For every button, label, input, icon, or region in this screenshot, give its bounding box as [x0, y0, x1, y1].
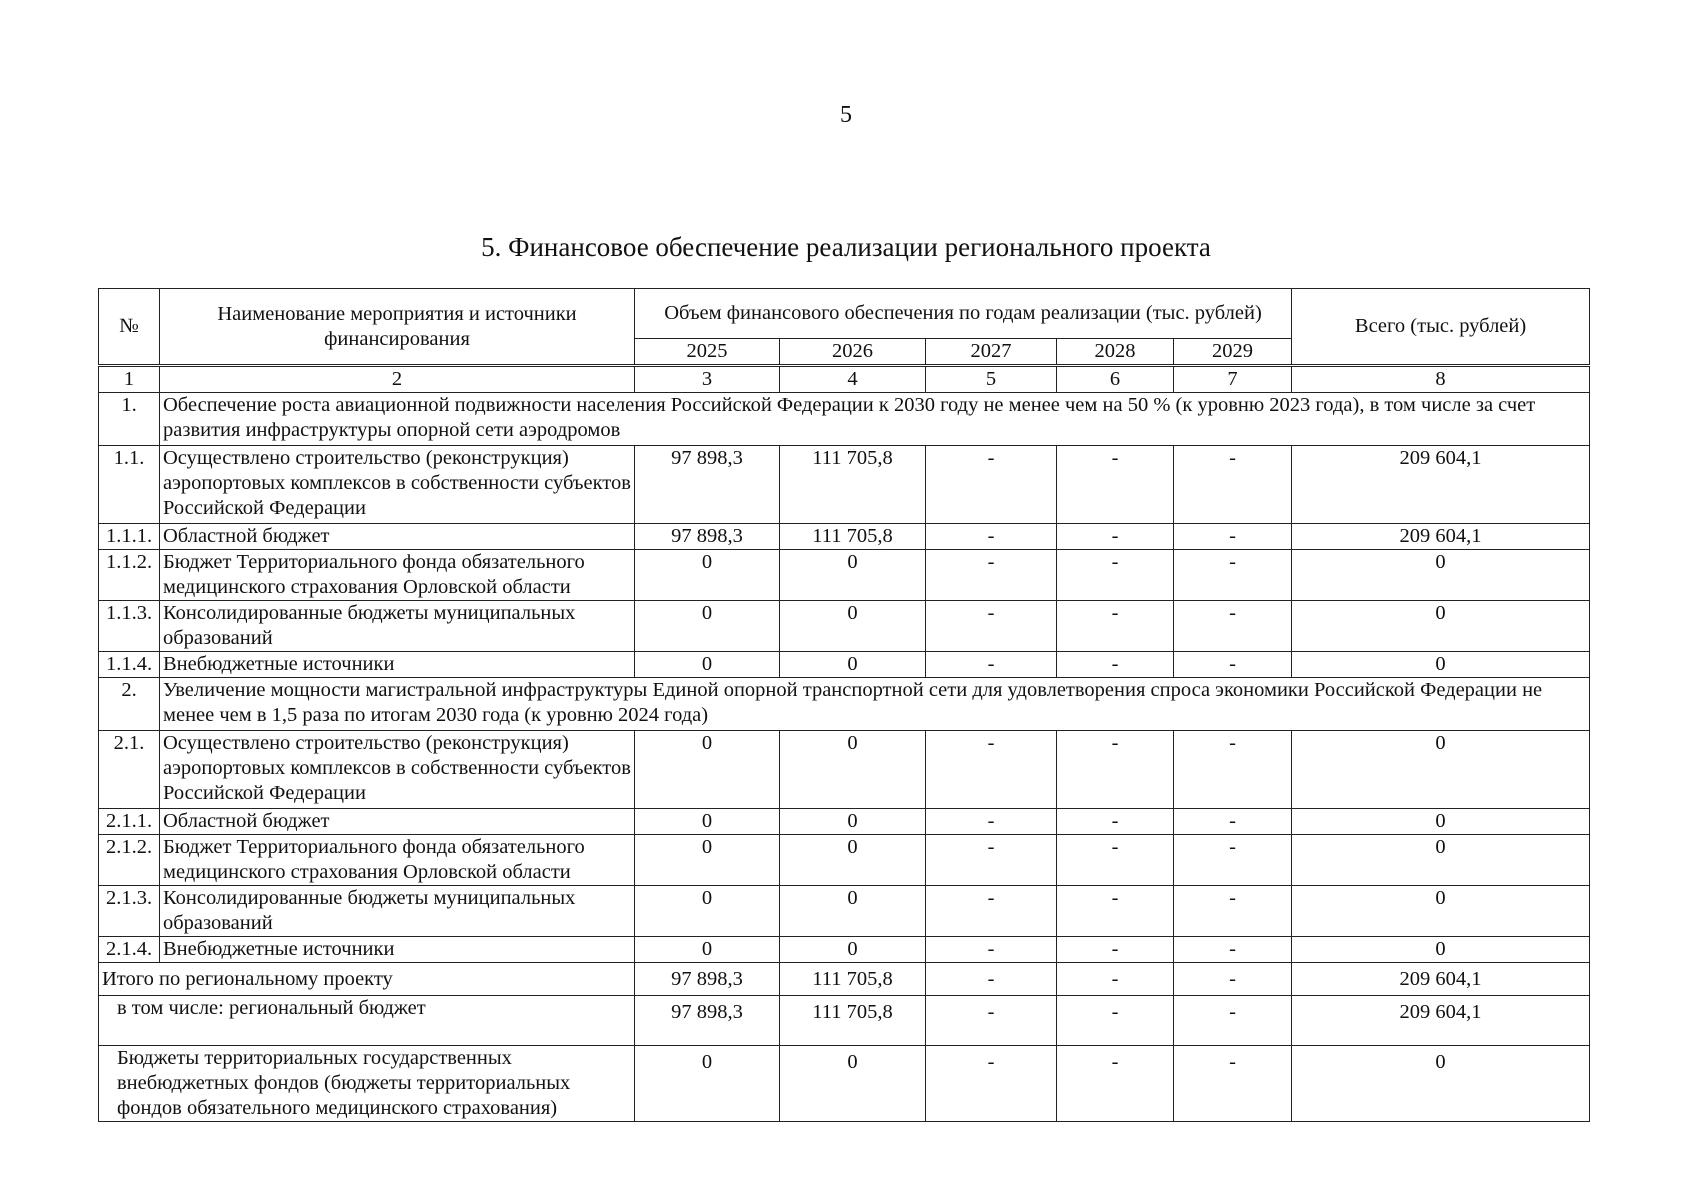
row-value: 97 898,3	[635, 524, 780, 550]
header-year-2025: 2025	[635, 339, 780, 366]
row-value: -	[1057, 835, 1174, 886]
header-year-2029: 2029	[1174, 339, 1292, 366]
row-value: -	[926, 652, 1057, 678]
header-row-1	[99, 289, 1590, 339]
total-row	[99, 1046, 1590, 1122]
row-name: Внебюджетные источники	[160, 937, 635, 963]
row-value: 0	[1292, 937, 1590, 963]
table-row	[99, 937, 1590, 963]
row-value: -	[926, 550, 1057, 601]
column-number: 3	[635, 366, 780, 393]
row-value: -	[926, 601, 1057, 652]
header-year-2027: 2027	[926, 339, 1057, 366]
row-value: -	[926, 446, 1057, 524]
column-number: 2	[160, 366, 635, 393]
column-number-row	[99, 366, 1590, 393]
column-number: 8	[1292, 366, 1590, 393]
total-value: -	[1174, 996, 1292, 1046]
table-row	[99, 652, 1590, 678]
total-row	[99, 963, 1590, 996]
row-number: 2.1.4.	[99, 937, 160, 963]
row-value: -	[1057, 809, 1174, 835]
row-name: Консолидированные бюджеты муниципальных образований	[160, 886, 635, 937]
header-name: Наименование мероприятия и источники финансирования	[160, 289, 635, 366]
total-value: 0	[1292, 1046, 1590, 1122]
row-value: -	[1057, 886, 1174, 937]
total-row	[99, 996, 1590, 1046]
row-value: -	[1174, 601, 1292, 652]
row-value: 0	[635, 809, 780, 835]
row-number: 1.1.4.	[99, 652, 160, 678]
total-value: 0	[780, 1046, 926, 1122]
row-value: -	[926, 809, 1057, 835]
row-number: 1.1.1.	[99, 524, 160, 550]
row-number: 1.1.	[99, 446, 160, 524]
row-value: 0	[635, 937, 780, 963]
row-value: 0	[780, 550, 926, 601]
row-name: Бюджет Территориального фонда обязательного медицинского страхования Орловской области	[160, 835, 635, 886]
row-value: -	[1174, 731, 1292, 809]
row-value: 0	[1292, 601, 1590, 652]
table-row	[99, 524, 1590, 550]
row-number: 2.1.	[99, 731, 160, 809]
row-value: -	[926, 524, 1057, 550]
row-value: 111 705,8	[780, 524, 926, 550]
row-value: -	[1057, 652, 1174, 678]
row-value: 0	[635, 601, 780, 652]
row-value: 0	[1292, 809, 1590, 835]
row-value: 0	[635, 886, 780, 937]
table-row	[99, 601, 1590, 652]
total-label: в том числе: региональный бюджет	[99, 996, 635, 1046]
column-number: 6	[1057, 366, 1174, 393]
total-value: -	[926, 963, 1057, 996]
total-value: -	[926, 996, 1057, 1046]
header-volume: Объем финансового обеспечения по годам реализации (тыс. рублей)	[635, 289, 1292, 339]
row-name: Внебюджетные источники	[160, 652, 635, 678]
row-value: -	[1057, 524, 1174, 550]
total-value: -	[1174, 963, 1292, 996]
row-name: Консолидированные бюджеты муниципальных образований	[160, 601, 635, 652]
table-row	[99, 886, 1590, 937]
total-label: Итого по региональному проекту	[99, 963, 635, 996]
page-number: 5	[840, 102, 852, 128]
total-label: Бюджеты территориальных государственных внебюджетных фондов (бюджеты территориальных фондов обязательного медицинского страхования)	[99, 1046, 635, 1122]
section-row	[99, 678, 1590, 731]
row-value: 0	[780, 731, 926, 809]
row-value: -	[926, 731, 1057, 809]
table-row	[99, 446, 1590, 524]
total-value: -	[926, 1046, 1057, 1122]
row-value: 0	[1292, 550, 1590, 601]
header-no: №	[99, 289, 160, 366]
row-value: -	[1057, 601, 1174, 652]
column-number: 7	[1174, 366, 1292, 393]
column-number: 5	[926, 366, 1057, 393]
row-value: -	[1057, 731, 1174, 809]
financing-table	[98, 288, 1590, 1122]
total-value: -	[1057, 963, 1174, 996]
row-name: Областной бюджет	[160, 809, 635, 835]
row-value: -	[1174, 835, 1292, 886]
row-value: -	[1174, 937, 1292, 963]
row-name: Осуществлено строительство (реконструкция) аэропортовых комплексов в собственности субъектов Российской Федерации	[160, 446, 635, 524]
row-value: -	[1174, 524, 1292, 550]
row-value: 0	[635, 731, 780, 809]
row-value: 97 898,3	[635, 446, 780, 524]
total-value: 0	[635, 1046, 780, 1122]
row-value: 0	[780, 886, 926, 937]
row-value: 209 604,1	[1292, 524, 1590, 550]
section-text: Обеспечение роста авиационной подвижности населения Российской Федерации к 2030 году не менее чем на 50 % (к уровню 2023 года), в том числе за счет развития инфраструктуры опорной сети аэродромов	[160, 393, 1590, 446]
row-value: -	[926, 937, 1057, 963]
header-total: Всего (тыс. рублей)	[1292, 289, 1590, 366]
total-value: 209 604,1	[1292, 963, 1590, 996]
row-value: -	[1174, 809, 1292, 835]
row-value: -	[1057, 550, 1174, 601]
row-number: 1.1.2.	[99, 550, 160, 601]
row-value: 0	[780, 652, 926, 678]
row-number: 1.	[99, 393, 160, 446]
row-value: 0	[1292, 835, 1590, 886]
row-value: -	[1057, 937, 1174, 963]
row-name: Бюджет Территориального фонда обязательного медицинского страхования Орловской области	[160, 550, 635, 601]
total-value: -	[1057, 1046, 1174, 1122]
column-number: 4	[780, 366, 926, 393]
row-value: 0	[635, 835, 780, 886]
total-value: 97 898,3	[635, 996, 780, 1046]
table-row	[99, 550, 1590, 601]
row-name: Осуществлено строительство (реконструкция) аэропортовых комплексов в собственности субъектов Российской Федерации	[160, 731, 635, 809]
table-row	[99, 731, 1590, 809]
row-value: 209 604,1	[1292, 446, 1590, 524]
document-title: 5. Финансовое обеспечение реализации регионального проекта	[481, 232, 1211, 262]
row-value: 0	[1292, 652, 1590, 678]
row-value: -	[1174, 652, 1292, 678]
total-value: 111 705,8	[780, 996, 926, 1046]
row-value: 0	[1292, 886, 1590, 937]
row-number: 2.1.1.	[99, 809, 160, 835]
row-value: -	[1174, 446, 1292, 524]
row-value: 0	[780, 937, 926, 963]
table-row	[99, 835, 1590, 886]
header-year-2028: 2028	[1057, 339, 1174, 366]
row-number: 1.1.3.	[99, 601, 160, 652]
total-value: 97 898,3	[635, 963, 780, 996]
row-value: 0	[780, 835, 926, 886]
row-value: 0	[635, 550, 780, 601]
total-value: 209 604,1	[1292, 996, 1590, 1046]
column-number: 1	[99, 366, 160, 393]
row-value: -	[926, 835, 1057, 886]
row-value: -	[1057, 446, 1174, 524]
row-value: 0	[635, 652, 780, 678]
row-value: 0	[780, 601, 926, 652]
row-value: 0	[780, 809, 926, 835]
row-number: 2.1.3.	[99, 886, 160, 937]
row-value: 111 705,8	[780, 446, 926, 524]
row-name: Областной бюджет	[160, 524, 635, 550]
header-year-2026: 2026	[780, 339, 926, 366]
total-value: 111 705,8	[780, 963, 926, 996]
row-value: 0	[1292, 731, 1590, 809]
total-value: -	[1174, 1046, 1292, 1122]
row-number: 2.1.2.	[99, 835, 160, 886]
row-value: -	[1174, 886, 1292, 937]
total-value: -	[1057, 996, 1174, 1046]
section-text: Увеличение мощности магистральной инфраструктуры Единой опорной транспортной сети для удовлетворения спроса экономики Российской Федерации не менее чем в 1,5 раза по итогам 2030 года (к уровню 2024 года)	[160, 678, 1590, 731]
table-row	[99, 809, 1590, 835]
section-row	[99, 393, 1590, 446]
row-value: -	[1174, 550, 1292, 601]
row-number: 2.	[99, 678, 160, 731]
row-value: -	[926, 886, 1057, 937]
